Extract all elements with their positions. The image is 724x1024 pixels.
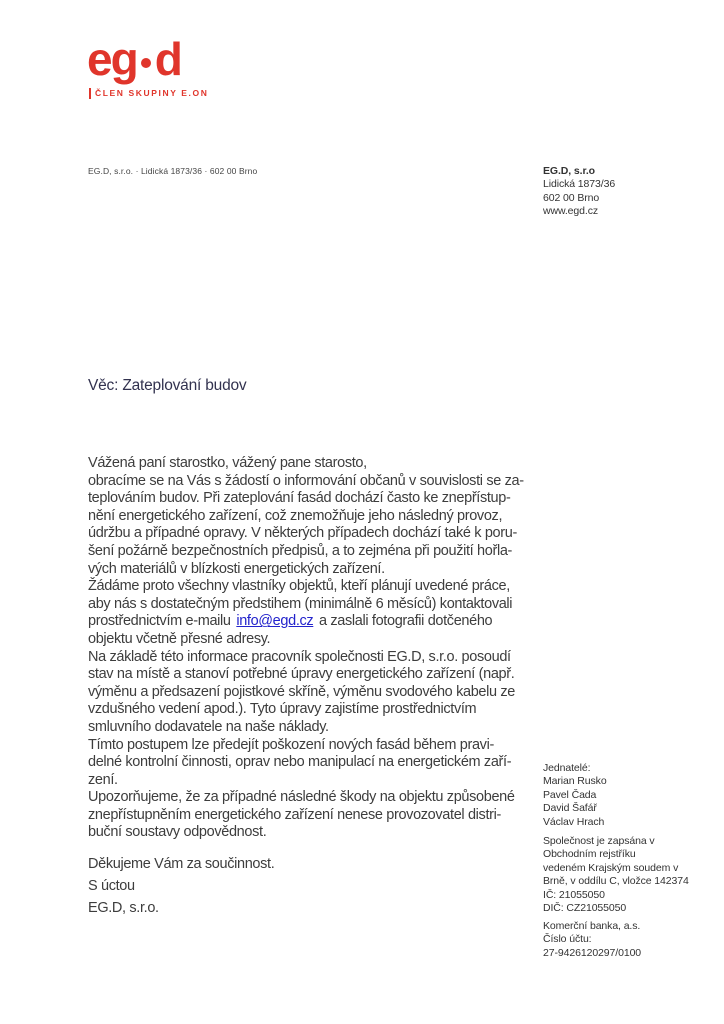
body-line: Vážená paní starostko, vážený pane starosto, [88,455,367,471]
body-line: teplováním budov. Při zateplování fasád dochází často ke znepřístup- [88,490,511,507]
registration-line: Obchodním rejstříku [543,848,636,861]
body-line: obracíme se na Vás s žádostí o informování občanů v souvislosti se za- [88,472,524,489]
company-name: EG.D, s.r.o [543,165,595,177]
sender-line: EG.D, s.r.o. · Lidická 1873/36 · 602 00 Brno [88,166,258,176]
body-line: Tímto postupem lze předejít poškození nových fasád během pravi- [88,736,494,753]
link-line-before: prostřednictvím e-mailu [88,613,235,630]
logo-text-right: d [154,33,181,85]
body-line: Žádáme proto všechny vlastníky objektů, kteří plánují uvedené práce, [88,578,510,595]
closing-line: S úctou [88,878,135,894]
logo-dot-icon [141,58,151,68]
body-line: aby nás s dostatečným předstihem (minimálně 6 měsíců) kontaktovali [88,595,513,612]
company-address-lines [543,178,615,218]
company-address-line: Lidická 1873/36 [543,178,616,191]
managers-title: Jednatelé: [543,762,591,774]
body-lines-b [88,631,558,842]
letter-body [88,455,558,842]
letter-closing [88,853,274,919]
bank-line: Číslo účtu: [543,933,592,946]
subject-line: Věc: Zateplování budov [88,377,247,394]
body-line: údržbu a případné opravy. V některých případech dochází také k poru- [88,525,517,542]
registration-line: Společnost je zapsána v [543,835,655,847]
body-line: delné kontrolní činnosti, oprav nebo manipulací na energetickém zaří- [88,754,512,771]
body-line: smluvního dodavatele na naše náklady. [88,718,329,735]
registration-line: Brně, v oddílu C, vložce 142374 [543,875,689,888]
body-line: zení. [88,771,118,788]
managers-names [543,775,607,829]
company-address-block [543,165,615,219]
managers-block [543,762,607,829]
registration-line: IČ: 21055050 [543,888,605,901]
registration-line: DIČ: CZ21055050 [543,902,627,915]
bank-block [543,920,641,960]
body-line: Upozorňujeme, že za případné následné škody na objektu způsobené [88,789,515,806]
body-lines-a [88,455,558,613]
closing-line: EG.D, s.r.o. [88,900,159,916]
closing-line: Děkujeme Vám za součinnost. [88,856,275,872]
body-line: výměnu a předsazení pojistkové skříně, výměnu svodového kabelu ze [88,683,515,700]
body-line: buční soustavy odpovědnost. [88,824,267,841]
manager-name: David Šafář [543,802,597,815]
body-line: znepřístupněním energetického zařízení nenese provozovatel distri- [88,806,501,823]
body-line: šení požárně bezpečnostních předpisů, a to zejména při použití hořla- [88,542,513,559]
email-link[interactable]: info@egd.cz [236,613,314,630]
bank-line: Komerční banka, a.s. [543,920,641,932]
body-line: Na základě této informace pracovník společnosti EG.D, s.r.o. posoudí [88,648,511,665]
body-line: vzdušného vedení apod.). Tyto úpravy zajistíme prostřednictvím [88,701,477,718]
egd-logo [87,33,181,85]
company-address-line: www.egd.cz [543,205,599,218]
manager-name: Marian Rusko [543,775,607,788]
company-address-line: 602 00 Brno [543,191,600,204]
body-line: objektu včetně přesné adresy. [88,630,271,647]
manager-name: Václav Hrach [543,815,605,828]
logo-text-left: eg [87,33,137,85]
registration-block [543,835,689,915]
bank-line: 27-9426120297/0100 [543,946,642,959]
body-line-with-link [88,613,558,631]
body-line: vých materiálů v blízkosti energetických zařízení. [88,560,385,577]
body-line: stav na místě a stanoví potřebné úpravy energetického zařízení (např. [88,666,515,683]
manager-name: Pavel Čada [543,788,597,801]
logo-tagline: ČLEN SKUPINY E.ON [89,88,208,99]
body-line: nění energetického zařízení, což znemožňuje jeho následný provoz, [88,507,503,524]
registration-line: vedeném Krajským soudem v [543,861,679,874]
link-line-after: a zaslali fotografii dotčeného [315,613,493,630]
